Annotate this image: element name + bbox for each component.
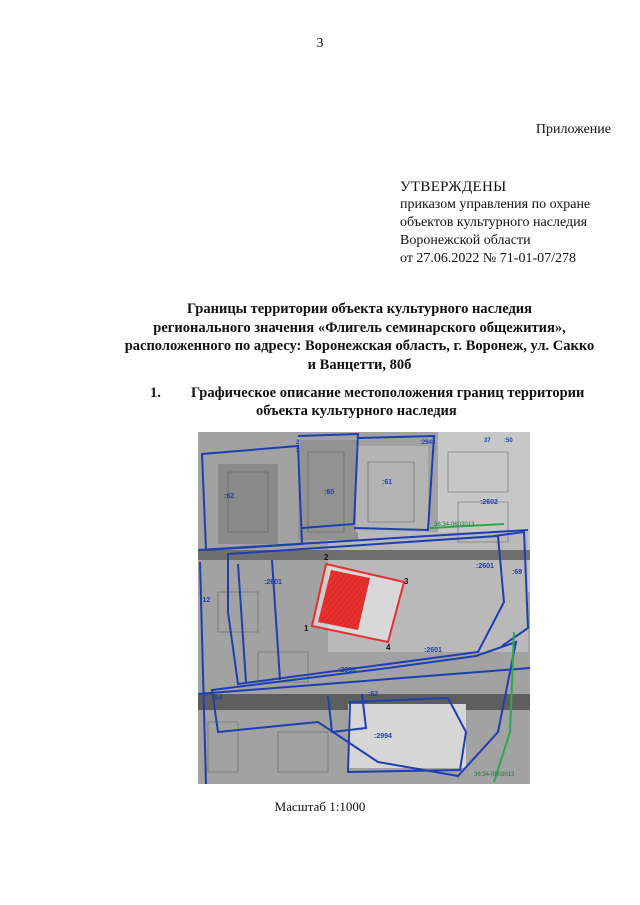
top-parcel-number: 3 [296, 448, 300, 454]
parcel-label: :64 [212, 695, 223, 702]
section-title-line-1: Графическое описание местоположения границ территории [191, 385, 585, 401]
section-number: 1. [150, 385, 161, 401]
top-parcel-number: 37 [484, 438, 491, 444]
top-parcel-number: :50 [504, 438, 513, 444]
cadastral-map-svg [198, 432, 530, 784]
parcel-label: :61 [382, 479, 393, 486]
section-title-line-2: объекта культурного наследия [256, 403, 457, 419]
boundary-point-label-2: 2 [324, 553, 329, 562]
approval-line-date-number: от 27.06.2022 № 71-01-07/278 [400, 251, 577, 266]
parcel-label: :60 [324, 489, 335, 496]
map-scale: Масштаб 1:1000 [274, 799, 366, 814]
map-dark-strip-top [198, 550, 530, 560]
title-line-1: Границы территории объекта культурного наследия [186, 301, 532, 317]
green-zone-label-bottom: 36:34-0603013 [474, 772, 515, 778]
parcel-label: :2601 [264, 579, 282, 586]
parcel-label: :2601 [476, 563, 494, 570]
document-title [92, 300, 627, 374]
cadastral-map [198, 432, 530, 784]
top-parcel-number: 2 [296, 440, 300, 446]
green-zone-label-top: 36:34-0603013 [434, 522, 475, 528]
map-building-block [348, 704, 466, 768]
top-parcel-number: :2943 [420, 440, 436, 446]
map-building-top-right [356, 446, 428, 532]
appendix-label: Приложение [535, 122, 611, 137]
parcel-label: :2036 [338, 667, 356, 674]
parcel-label: :12 [200, 597, 211, 604]
approval-line-order: приказом управления по охране [400, 197, 591, 212]
parcel-label: :2994 [374, 733, 392, 740]
approval-line-department: объектов культурного наследия [400, 215, 588, 230]
parcel-label: :2602 [480, 499, 498, 506]
parcel-label: :62 [224, 493, 235, 500]
title-line-2: регионального значения «Флигель семинарского общежития», [153, 319, 566, 336]
boundary-point-label-1: 1 [304, 624, 309, 633]
approval-line-approved: УТВЕРЖДЕНЫ [400, 179, 507, 195]
title-line-3: расположенного по адресу: Воронежская область, г. Воронеж, ул. Сакко [124, 338, 595, 354]
approval-line-region: Воронежской области [400, 233, 531, 248]
approval-block [400, 178, 590, 268]
parcel-label: :69 [512, 569, 523, 576]
boundary-point-label-3: 3 [404, 577, 409, 586]
boundary-point-label-4: 4 [386, 643, 391, 652]
parcel-label: :62 [368, 691, 379, 698]
parcel-label: :2601 [424, 647, 442, 654]
page-number: 3 [316, 36, 324, 51]
title-line-4: и Ванцетти, 80б [307, 356, 412, 373]
